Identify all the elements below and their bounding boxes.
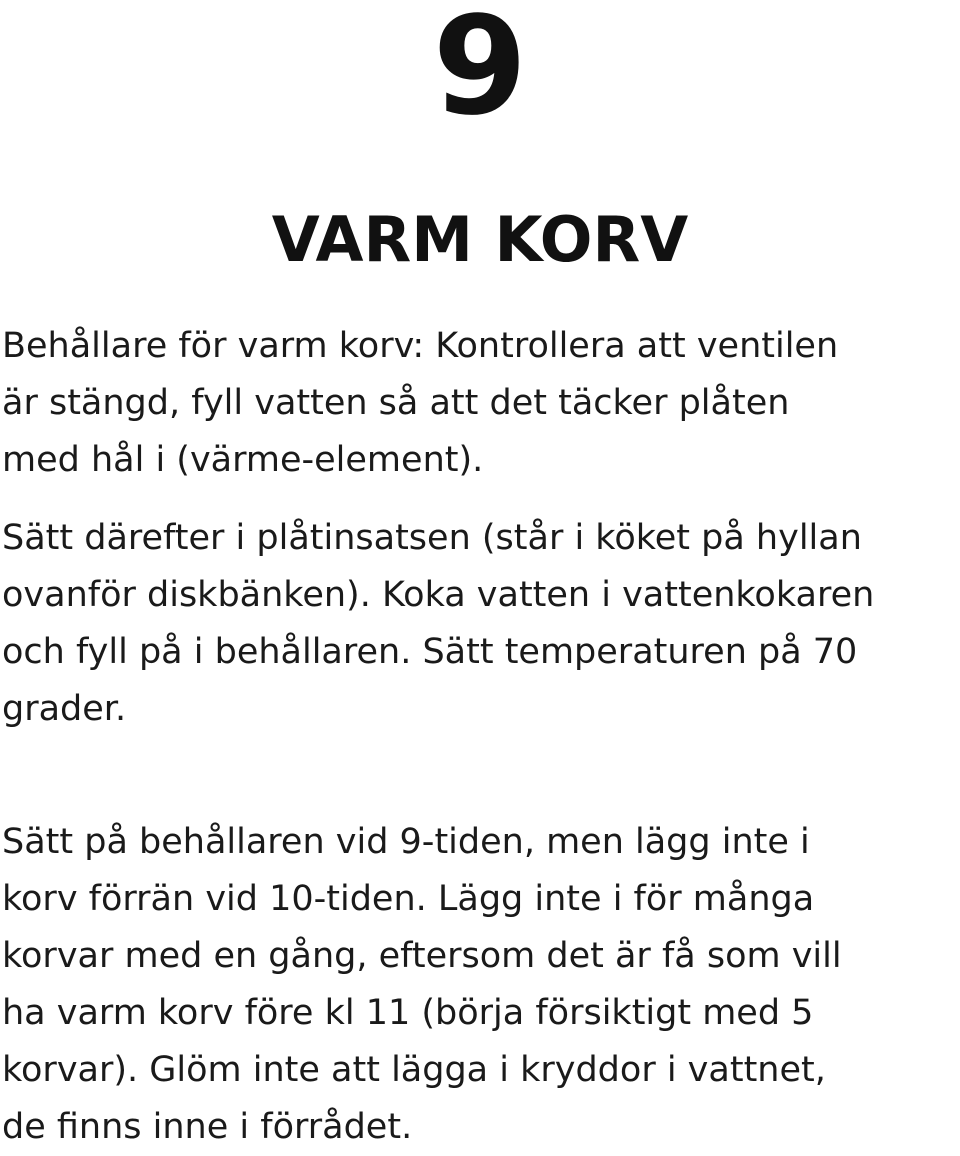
paragraph-insert-and-heat [2,510,958,738]
text-line: är stängd, fyll vatten så att det täcker plåten [2,383,790,423]
paragraph-container-instructions [2,318,958,489]
text-line: grader. [2,689,127,729]
text-line: Behållare för varm korv: Kontrollera att ventilen [2,326,839,366]
page-number: 9 [432,0,528,146]
text-line: ha varm korv före kl 11 (börja försiktigt med 5 [2,993,814,1033]
text-line: och fyll på i behållaren. Sätt temperaturen på 70 [2,632,858,672]
paragraph-timing-and-sausages [2,814,958,1156]
text-line: de finns inne i förrådet. [2,1107,413,1147]
text-line: Sätt på behållaren vid 9-tiden, men lägg inte i [2,822,810,862]
text-line: med hål i (värme-element). [2,440,484,480]
text-line: ovanför diskbänken). Koka vatten i vattenkokaren [2,575,875,615]
text-line: korvar med en gång, eftersom det är få som vill [2,936,842,976]
text-line: korv förrän vid 10-tiden. Lägg inte i för många [2,879,815,919]
text-line: Sätt därefter i plåtinsatsen (står i köket på hyllan [2,518,862,558]
text-line: korvar). Glöm inte att lägga i kryddor i vattnet, [2,1050,826,1090]
page-title: VARM KORV [271,203,689,276]
